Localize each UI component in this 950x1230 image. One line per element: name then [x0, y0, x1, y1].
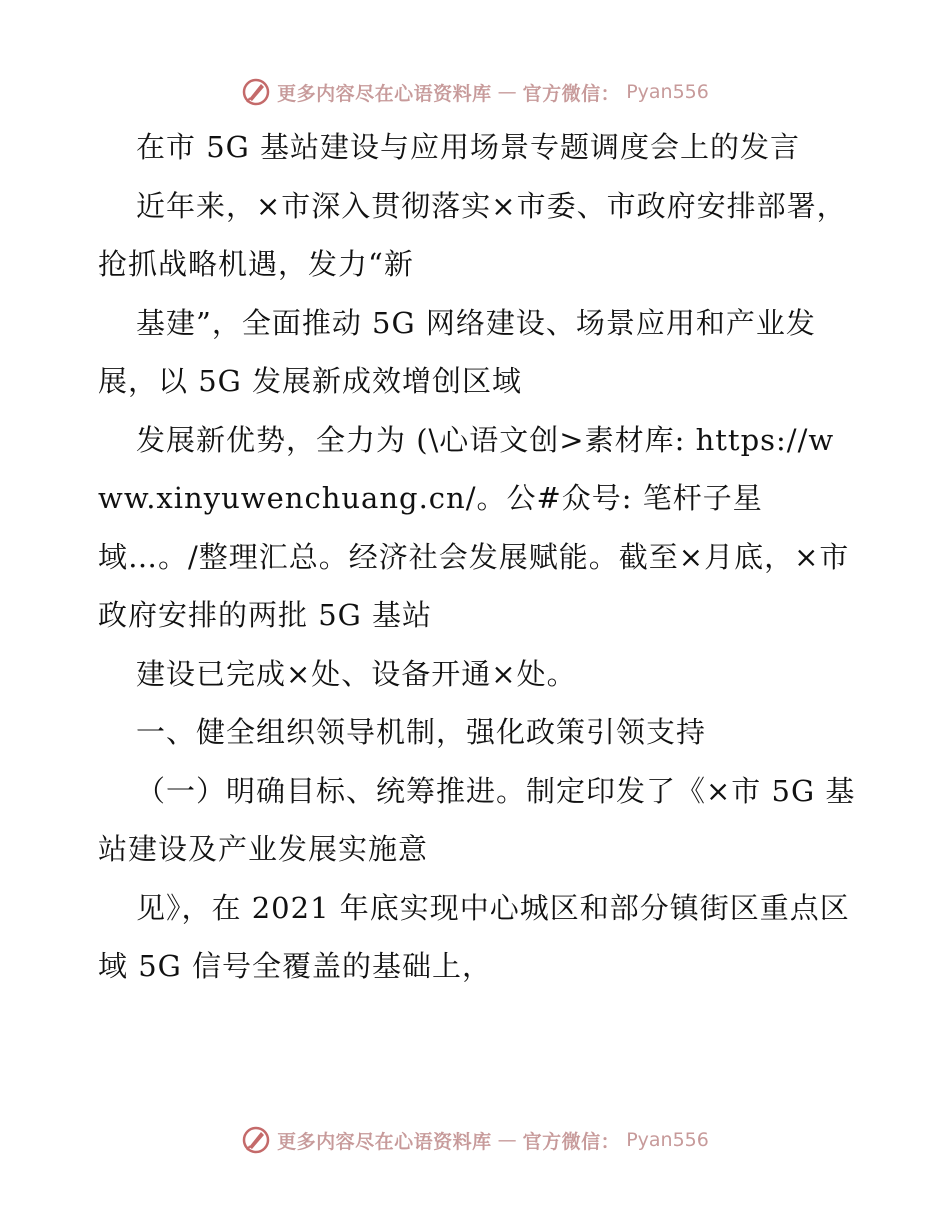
paragraph: 近年来，×市深入贯彻落实×市委、市政府安排部署，抢抓战略机遇，发力“新 [98, 188, 847, 281]
document-body [98, 118, 858, 996]
watermark-separator: — [497, 81, 517, 103]
watermark-wechat-label: 官方微信： [522, 82, 621, 105]
paragraph: 基建”，全面推动 5G 网络建设、场景应用和产业发展，以 5G 发展新成效增创区域 [98, 305, 816, 398]
section-heading: 一、健全组织领导机制，强化政策引领支持 [136, 715, 707, 749]
top-watermark-banner [0, 72, 950, 112]
paragraph: 发展新优势，全力为 (\心语文创>素材库: https://www.xinyuwenchuang.cn/。公#众号: 笔杆子星域…。/整理汇总。经济社会发展赋能。截至×月底，×市政府安排的两批 5G 基站 [98, 422, 850, 632]
document-title: 在市 5G 基站建设与应用场景专题调度会上的发言 [136, 130, 801, 164]
quill-pen-logo-icon [241, 1125, 271, 1155]
bottom-watermark-banner [0, 1120, 950, 1160]
watermark-text: 更多内容尽在心语资料库 [277, 82, 492, 105]
quill-pen-logo-icon [241, 77, 271, 107]
watermark-separator: — [497, 1129, 517, 1151]
watermark-text: 更多内容尽在心语资料库 [277, 1130, 492, 1153]
watermark-wechat-id: Pyan556 [626, 81, 709, 103]
paragraph: （一）明确目标、统筹推进。制定印发了《×市 5G 基站建设及产业发展实施意 [98, 773, 856, 866]
watermark-wechat-label: 官方微信： [522, 1130, 621, 1153]
watermark-wechat-id: Pyan556 [626, 1129, 709, 1151]
paragraph: 建设已完成×处、设备开通×处。 [136, 656, 577, 691]
paragraph: 见》，在 2021 年底实现中心城区和部分镇街区重点区域 5G 信号全覆盖的基础上， [98, 890, 850, 983]
